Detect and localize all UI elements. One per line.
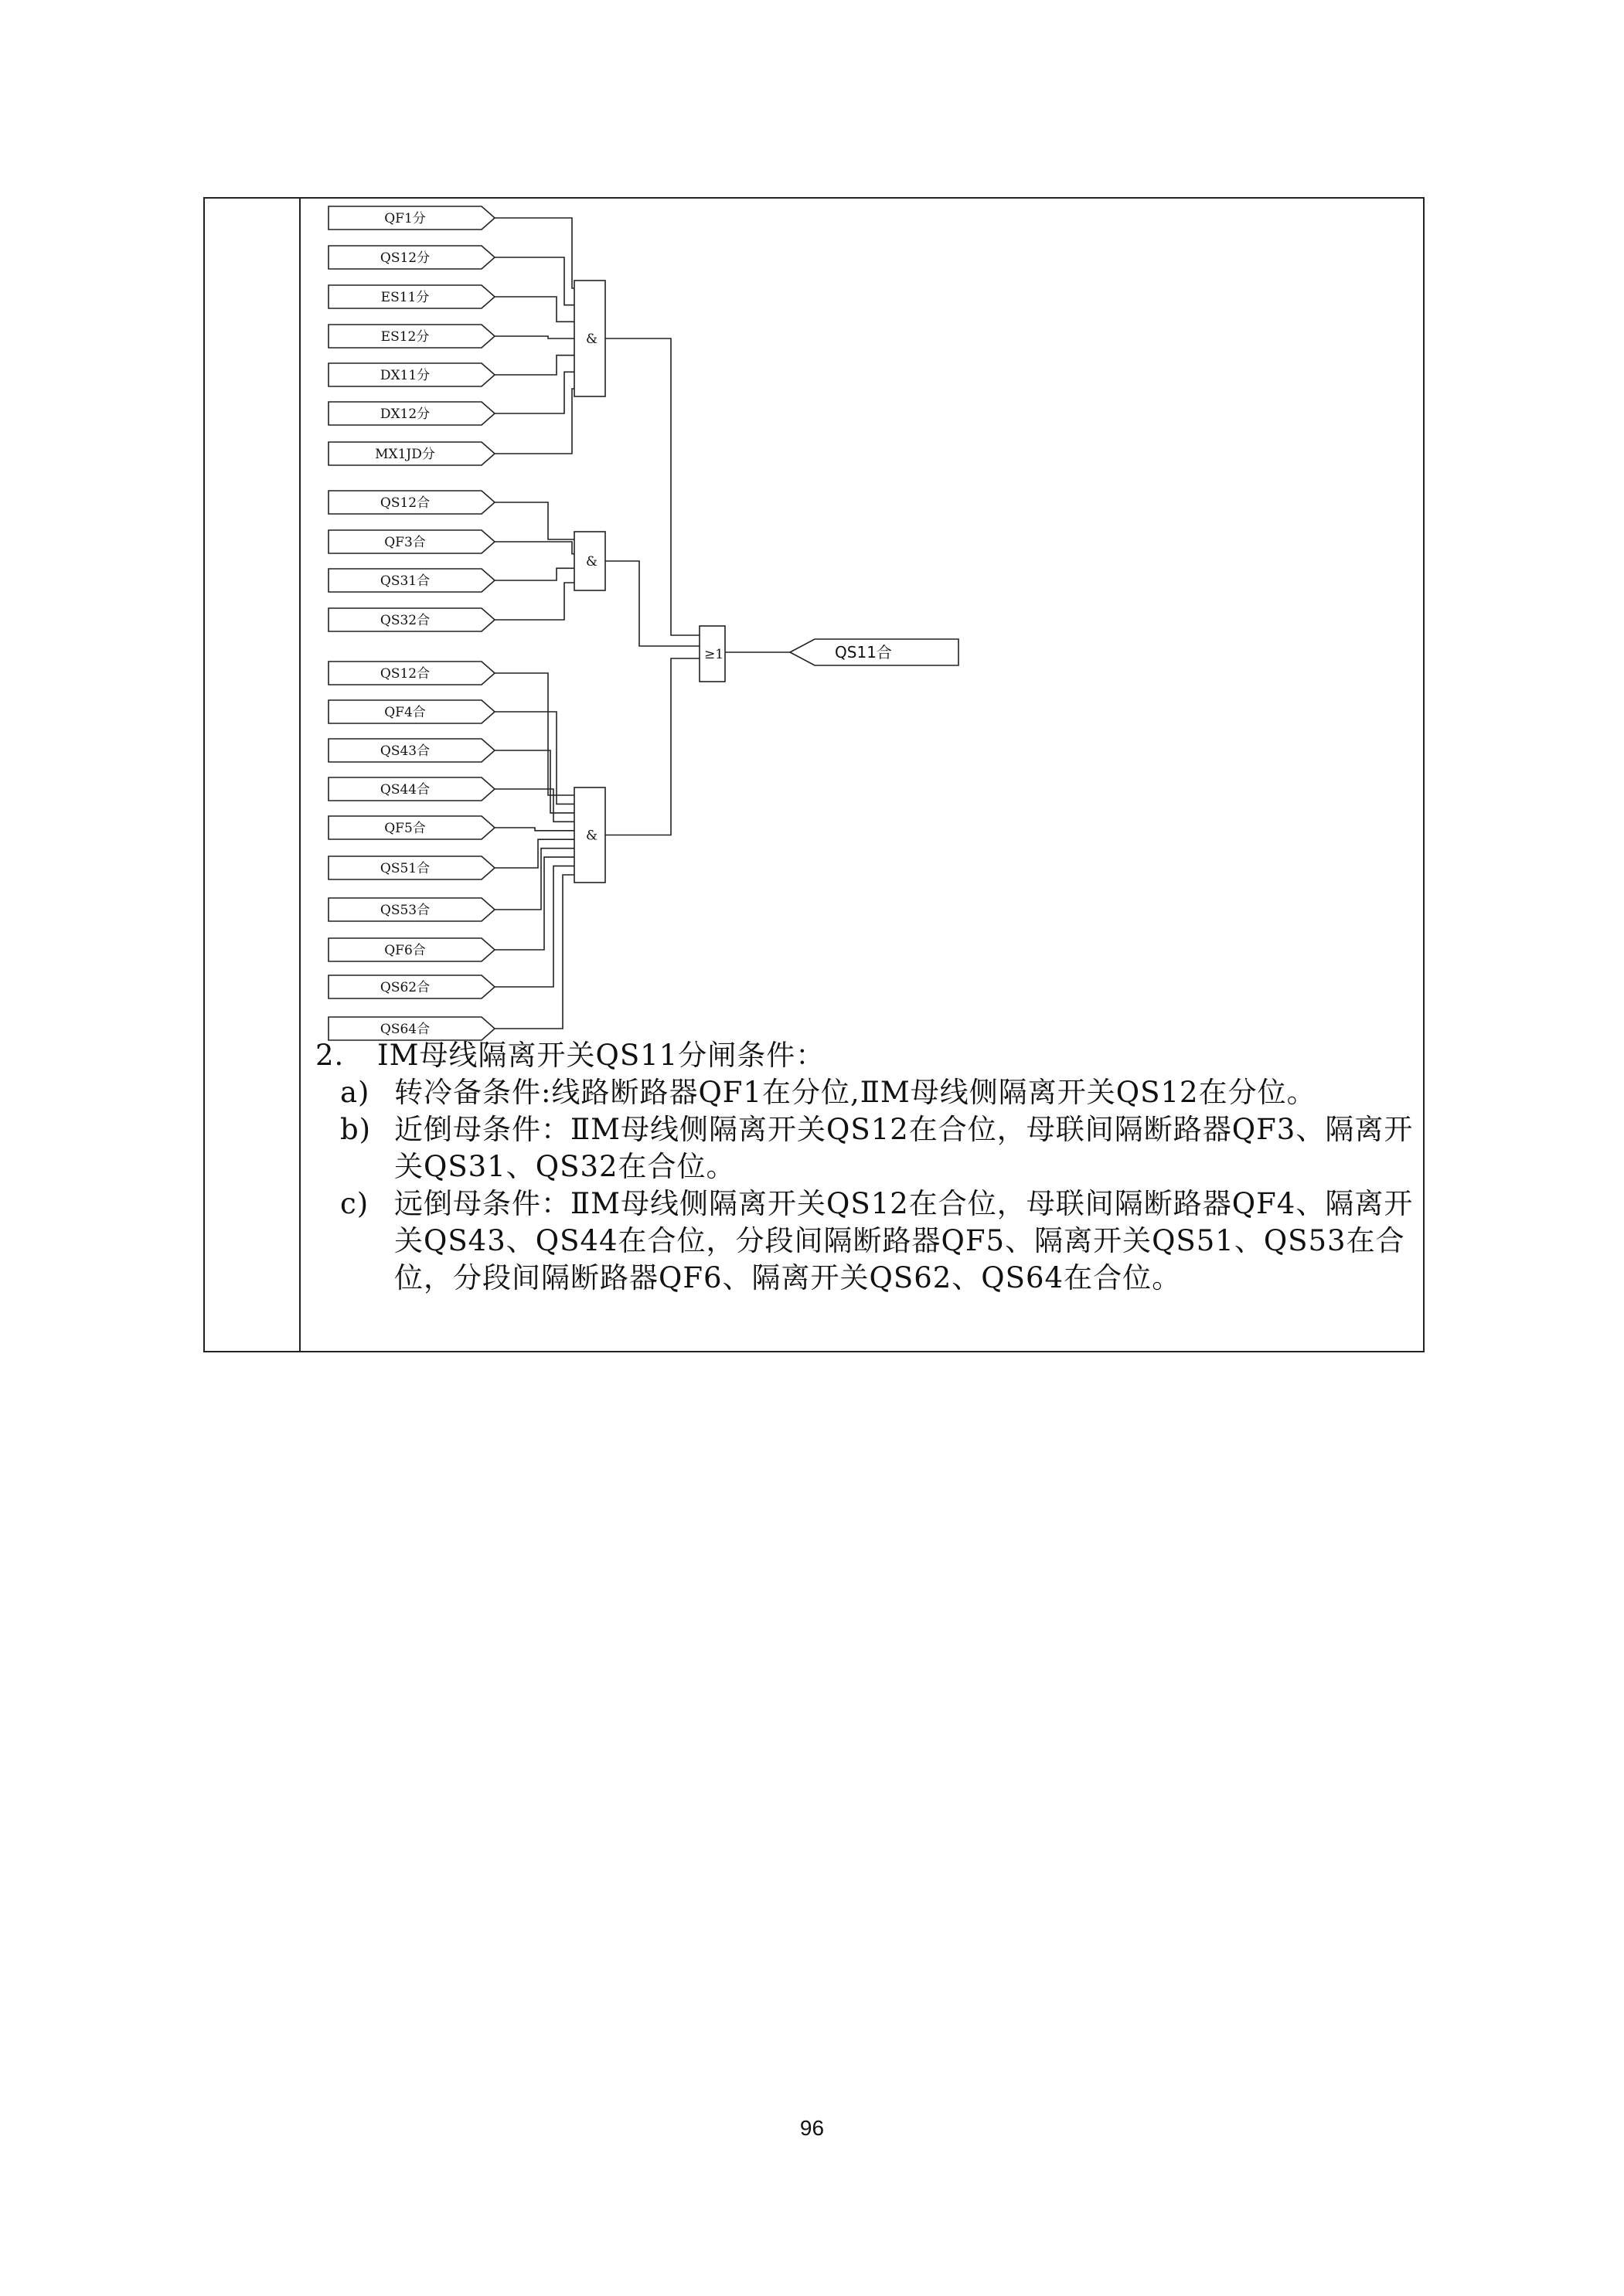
condition-marker: b) bbox=[340, 1113, 372, 1146]
condition-text: 远倒母条件：ⅡM母线侧隔离开关QS12在合位，母联间隔断路器QF4、隔离开关QS43、QS44在合位，分段间隔断路器QF5、隔离开关QS51、QS53在合位，分段间隔断路器QF6、隔离开关QS62、QS64在合位。 bbox=[394, 1187, 1414, 1294]
input-signal-label: ES12分 bbox=[380, 329, 430, 345]
gate-output-wire bbox=[605, 561, 700, 646]
input-signal-label: QS32合 bbox=[380, 613, 431, 628]
input-signal-label: QS44合 bbox=[380, 782, 431, 798]
input-wire bbox=[495, 583, 574, 620]
input-wire bbox=[495, 336, 574, 338]
input-signal-label: QF1分 bbox=[384, 211, 426, 226]
gate-output-wire bbox=[605, 338, 700, 635]
input-wire bbox=[495, 355, 574, 375]
condition-marker: c) bbox=[340, 1187, 369, 1220]
input-wire bbox=[495, 839, 574, 868]
input-wire bbox=[495, 297, 574, 321]
input-wire bbox=[495, 218, 574, 288]
condition-item-b bbox=[315, 1111, 1421, 1185]
and-gate-symbol: & bbox=[586, 828, 598, 844]
input-wire bbox=[495, 828, 574, 831]
input-signal-label: QS43合 bbox=[380, 743, 431, 759]
condition-text: 近倒母条件：ⅡM母线侧隔离开关QS12在合位，母联间隔断路器QF3、隔离开关QS31、QS32在合位。 bbox=[394, 1113, 1414, 1183]
input-signal-label: MX1JD分 bbox=[375, 447, 435, 462]
and-gate-symbol: & bbox=[586, 554, 598, 570]
and-gate-symbol: & bbox=[586, 332, 598, 347]
input-signal-label: QF5合 bbox=[384, 821, 426, 836]
input-signal-label: QS53合 bbox=[380, 903, 431, 918]
condition-item-c bbox=[315, 1185, 1421, 1297]
page-number: 96 bbox=[799, 2116, 825, 2140]
input-signal-label: QS64合 bbox=[380, 1022, 431, 1037]
input-signal-label: QS12合 bbox=[380, 495, 431, 511]
input-signal-label: QF3合 bbox=[384, 535, 426, 550]
condition-text: 转冷备条件:线路断路器QF1在分位,ⅡM母线侧隔离开关QS12在分位。 bbox=[394, 1076, 1316, 1109]
input-wire bbox=[495, 257, 574, 305]
input-signal-label: QF6合 bbox=[384, 943, 426, 958]
input-signal-label: QF4合 bbox=[384, 705, 426, 720]
input-signal-label: ES11分 bbox=[380, 290, 430, 305]
input-wire bbox=[495, 568, 574, 580]
section-heading bbox=[315, 1037, 1421, 1074]
input-wire bbox=[495, 502, 574, 539]
output-signal-label: QS11合 bbox=[835, 643, 892, 662]
input-wire bbox=[495, 673, 574, 795]
or-gate-symbol: ≥1 bbox=[704, 647, 724, 662]
input-wire bbox=[495, 372, 574, 413]
input-signal-label: QS31合 bbox=[380, 573, 431, 589]
input-wire bbox=[495, 875, 574, 1029]
input-wire bbox=[495, 542, 574, 554]
input-signal-label: QS62合 bbox=[380, 980, 431, 995]
condition-item-a bbox=[315, 1074, 1421, 1111]
input-signal-label: QS51合 bbox=[380, 861, 431, 876]
input-signal-label: DX11分 bbox=[380, 368, 431, 383]
input-wire bbox=[495, 389, 574, 454]
open-conditions-section bbox=[315, 1037, 1421, 1297]
condition-marker: a) bbox=[340, 1076, 370, 1109]
input-signal-label: QS12分 bbox=[380, 250, 431, 266]
heading-number: 2. bbox=[315, 1039, 345, 1072]
input-wire bbox=[495, 712, 574, 804]
heading-text: ⅠM母线隔离开关QS11分闸条件： bbox=[377, 1039, 826, 1072]
input-signal-label: DX12分 bbox=[380, 406, 431, 422]
input-signal-label: QS12合 bbox=[380, 666, 431, 682]
input-wire bbox=[495, 789, 574, 821]
gate-output-wire bbox=[605, 658, 700, 835]
